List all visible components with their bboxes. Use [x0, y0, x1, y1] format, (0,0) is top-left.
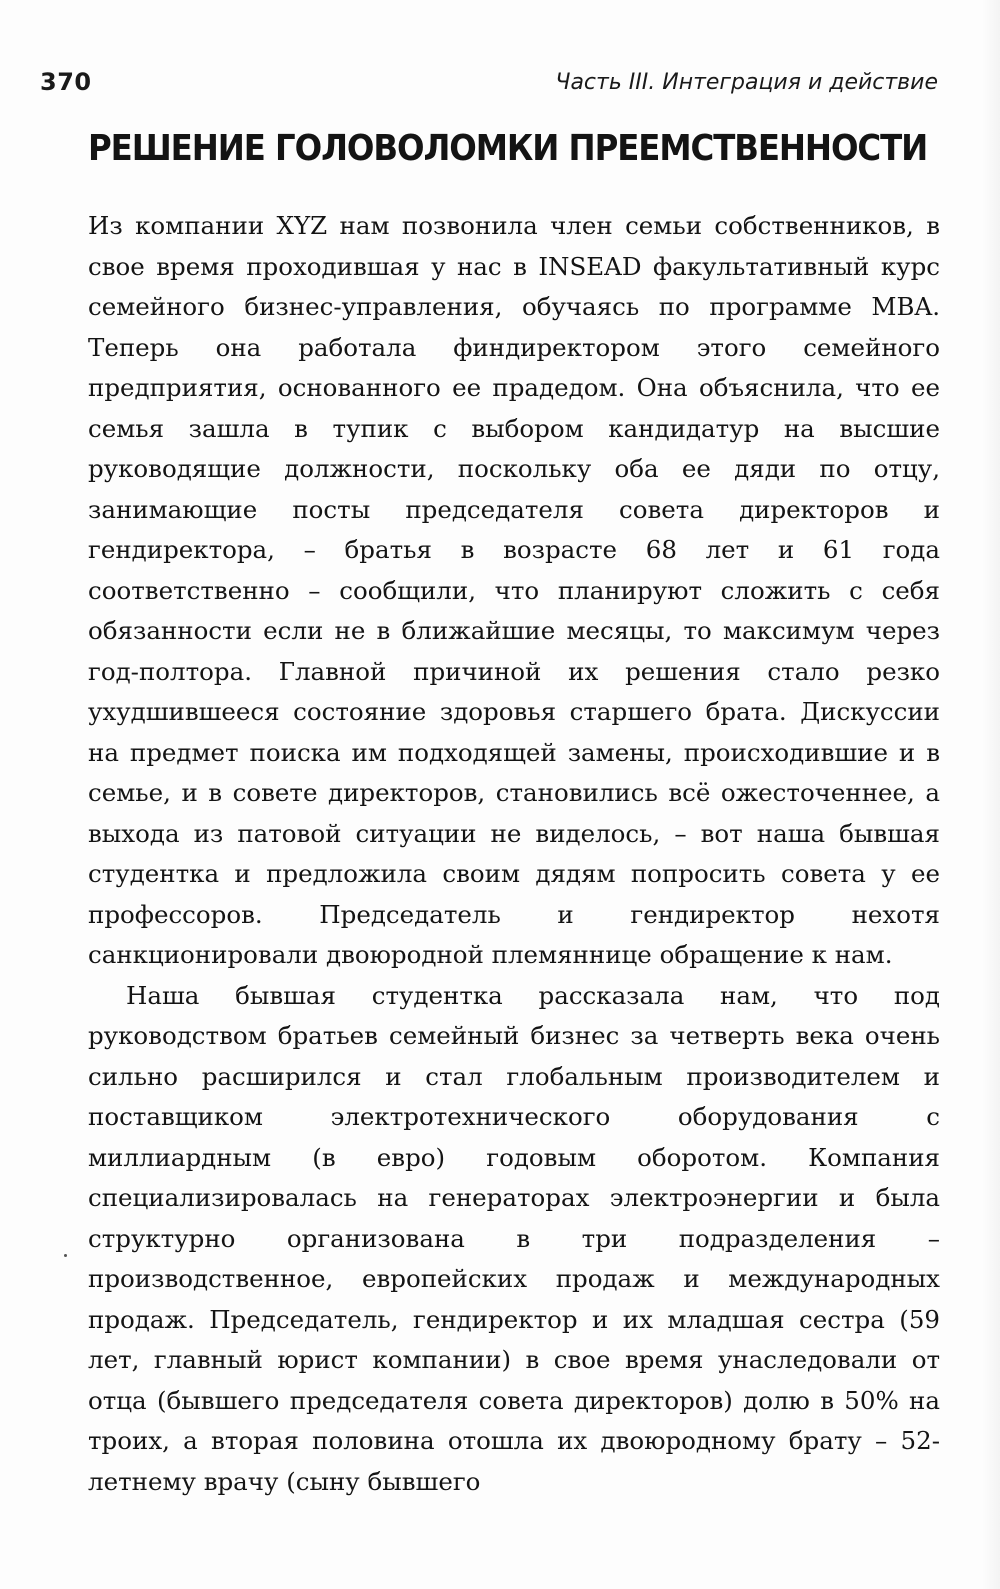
page-edge-shadow: [982, 0, 1000, 1589]
body-text: [88, 206, 940, 1502]
paragraph-2: Наша бывшая студентка рассказала нам, что под руководством братьев семейный бизнес за четверть века очень сильно расширился и стал глобальным производителем и поставщиком электротехнического оборудования с миллиардным (в евро) годовым оборотом. Компания специализировалась на генераторах электроэнергии и была структурно организована в три подразделения – производственное, европейских продаж и международных продаж. Председатель, гендиректор и их младшая сестра (59 лет, главный юрист компании) в свое время унаследовали от отца (бывшего председателя совета директоров) долю в 50% на троих, а вторая половина отошла их двоюродному брату – 52-летнему врачу (сыну бывшего: [88, 980, 940, 1496]
paragraph-1: Из компании XYZ нам позвонила член семьи собственников, в свое время проходившая у нас в INSEAD факультативный курс семейного бизнес-управления, обучаясь по программе MBA. Теперь она работала финдиректором этого семейного предприятия, основанного ее прадедом. Она объяснила, что ее семья зашла в тупик с выбором кандидатур на высшие руководящие должности, поскольку оба ее дяди по отцу, занимающие посты председателя совета директоров и гендиректора, – братья в возрасте 68 лет и 61 года соответственно – сообщили, что планируют сложить с себя обязанности если не в ближайшие месяцы, то максимум через год-полтора. Главной причиной их решения стало резко ухудшившееся состояние здоровья старшего брата. Дискуссии на предмет поиска им подходящей замены, происходившие и в семье, и в совете директоров, становились всё ожесточеннее, а выхода из патовой ситуации не виделось, – вот наша бывшая студентка и предложила своим дядям попросить совета у ее профессоров. Председатель и гендиректор нехотя санкционировали двоюродной племяннице обращение к нам.: [88, 211, 940, 969]
margin-speck: [64, 1254, 67, 1257]
running-header: [40, 62, 938, 102]
page-number: 370: [40, 68, 92, 96]
running-section-title: Часть III. Интеграция и действие: [555, 69, 938, 95]
section-heading: РЕШЕНИЕ ГОЛОВОЛОМКИ ПРЕЕМСТВЕННОСТИ: [88, 128, 928, 169]
